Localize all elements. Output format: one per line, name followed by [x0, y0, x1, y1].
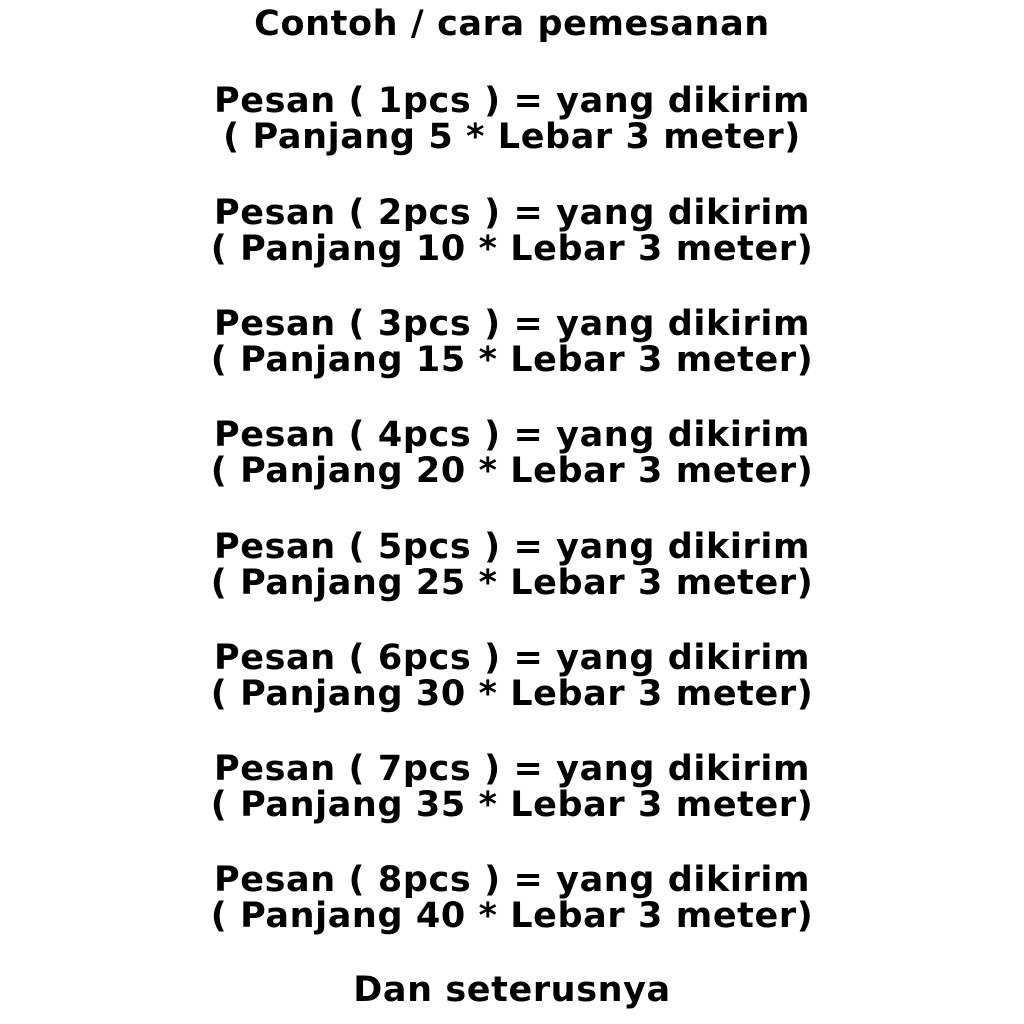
order-line: Pesan ( 7pcs ) = yang dikirim	[213, 749, 811, 789]
size-line: ( Panjang 10 * Lebar 3 meter)	[210, 229, 814, 269]
size-line: ( Panjang 15 * Lebar 3 meter)	[210, 340, 814, 380]
order-line: Pesan ( 1pcs ) = yang dikirim	[213, 81, 811, 121]
closing-text: Dan seterusnya	[353, 970, 671, 1010]
order-line: Pesan ( 6pcs ) = yang dikirim	[213, 638, 811, 678]
order-line: Pesan ( 5pcs ) = yang dikirim	[213, 527, 811, 567]
page-title: Contoh / cara pemesanan	[254, 4, 770, 44]
size-line: ( Panjang 5 * Lebar 3 meter)	[223, 117, 801, 157]
size-line: ( Panjang 40 * Lebar 3 meter)	[210, 896, 814, 936]
size-line: ( Panjang 30 * Lebar 3 meter)	[210, 674, 814, 714]
order-line: Pesan ( 8pcs ) = yang dikirim	[213, 860, 811, 900]
size-line: ( Panjang 35 * Lebar 3 meter)	[210, 785, 814, 825]
size-line: ( Panjang 20 * Lebar 3 meter)	[210, 451, 814, 491]
order-line: Pesan ( 2pcs ) = yang dikirim	[213, 193, 811, 233]
order-line: Pesan ( 3pcs ) = yang dikirim	[213, 304, 811, 344]
size-line: ( Panjang 25 * Lebar 3 meter)	[210, 563, 814, 603]
order-line: Pesan ( 4pcs ) = yang dikirim	[213, 415, 811, 455]
